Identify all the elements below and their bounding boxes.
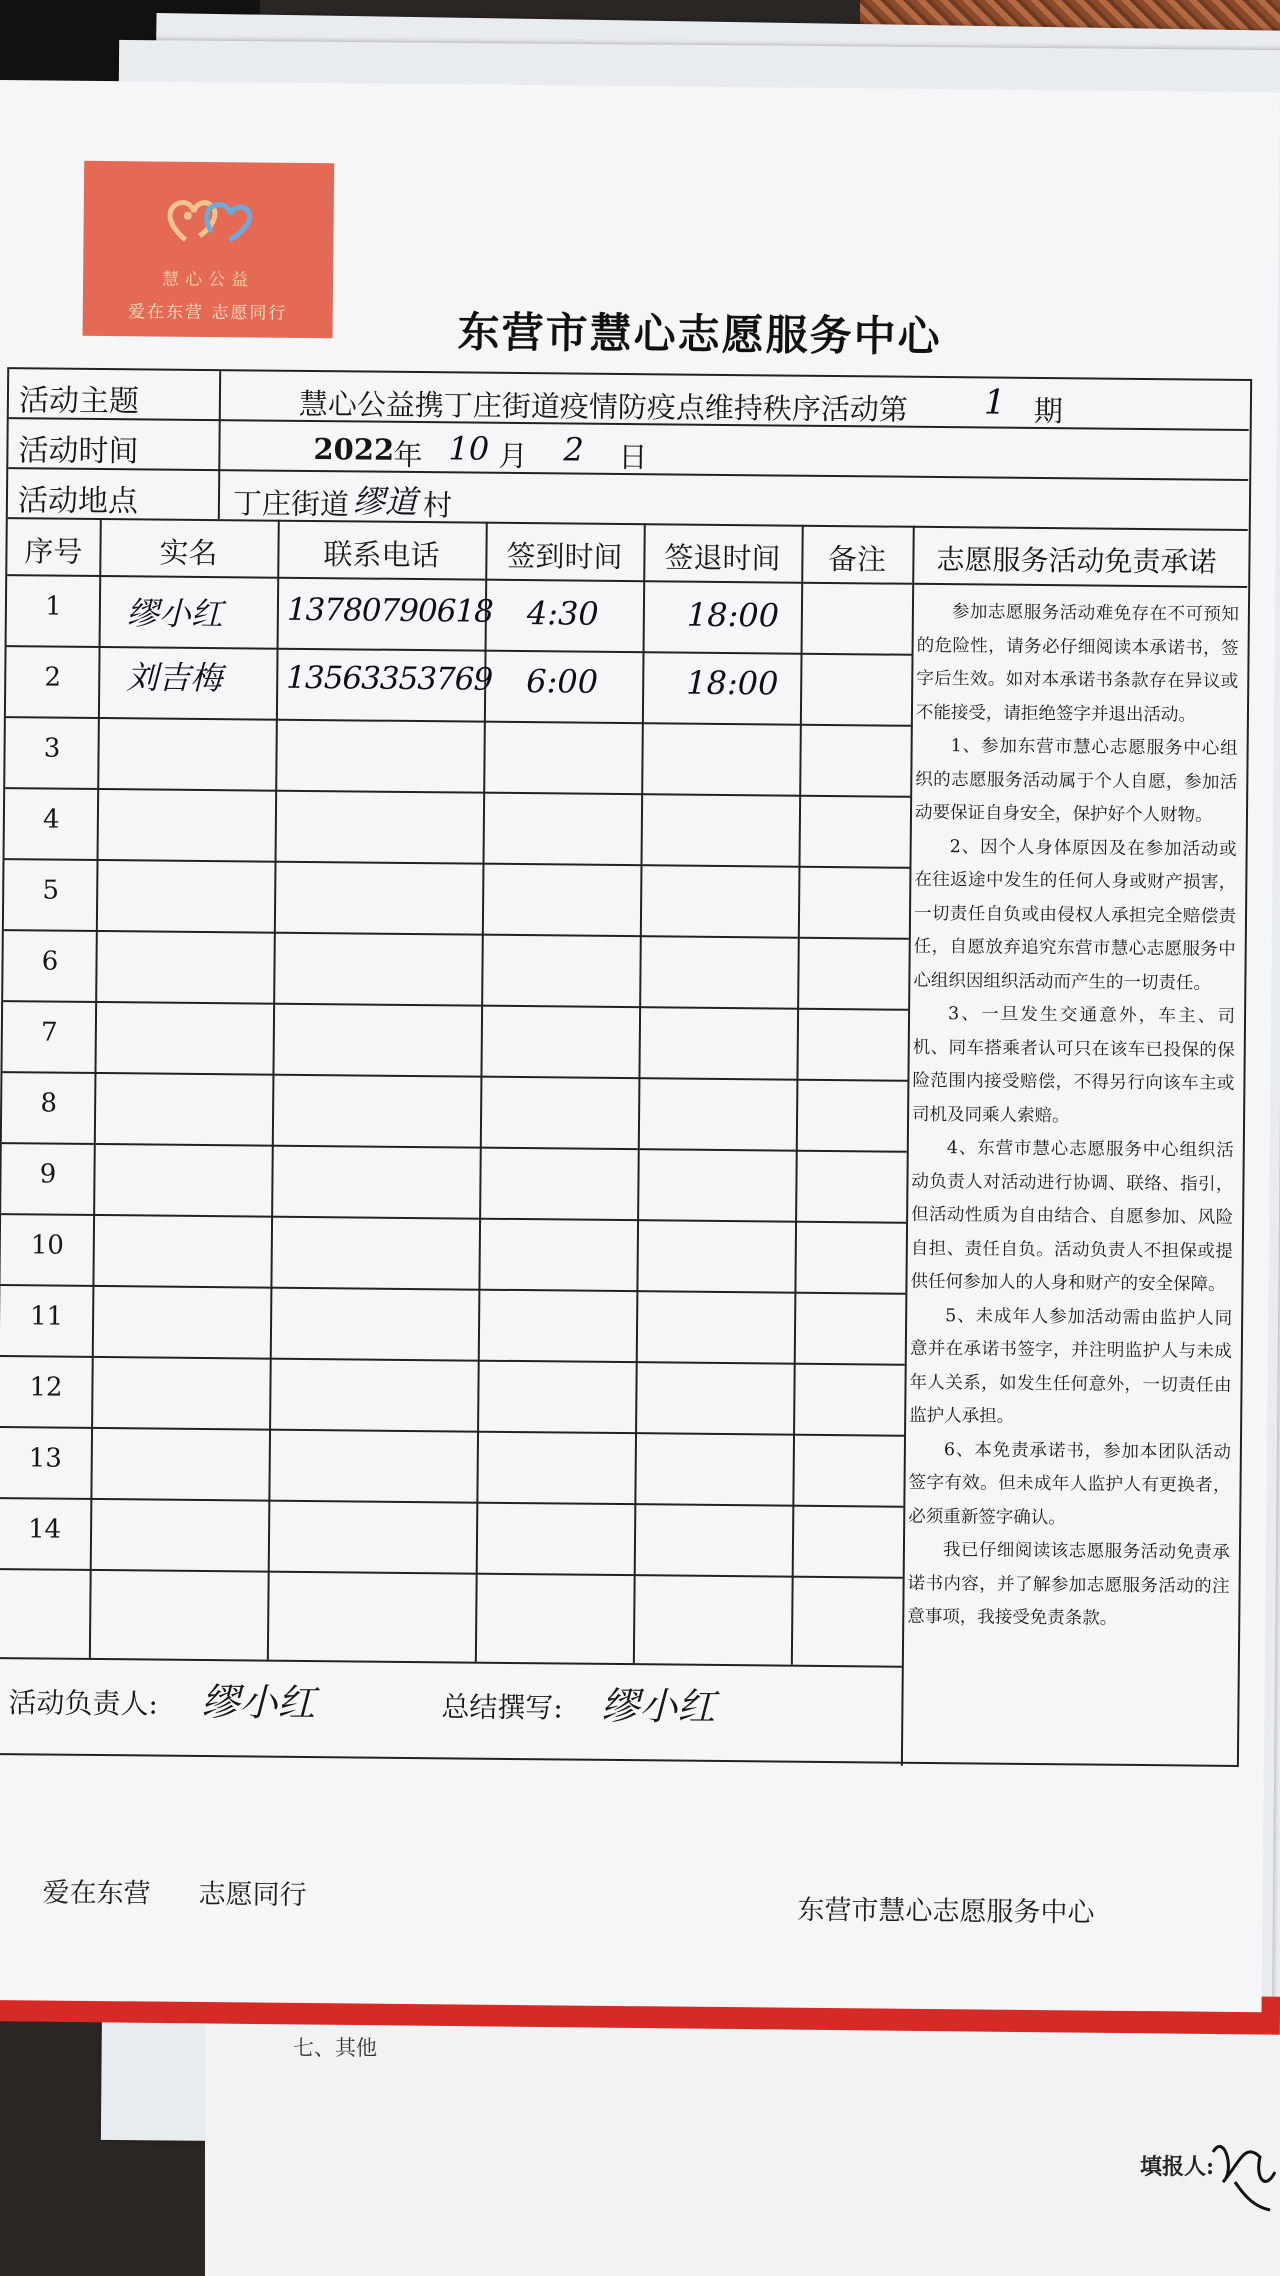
col-divider: [791, 525, 804, 1665]
volunteer-name: 缪小红: [126, 594, 224, 634]
col-divider: [633, 523, 646, 1663]
row-number: 2: [44, 662, 62, 693]
logo-slogan: 爱在东营 志愿同行: [127, 302, 288, 324]
row-number: 4: [42, 804, 60, 835]
signin-time: 6:00: [526, 662, 599, 701]
waiver-body: [907, 596, 1239, 1638]
time-day-unit: 日: [618, 439, 648, 475]
row-divider: [2, 1071, 907, 1082]
signout-time: 18:00: [686, 595, 780, 635]
row-divider: [0, 1568, 903, 1579]
summary-signature: 缪小红: [601, 1683, 716, 1729]
row-number: 10: [30, 1230, 65, 1261]
row-divider: [4, 929, 909, 940]
row-number: 6: [41, 946, 59, 977]
row-divider: [3, 1000, 908, 1011]
volunteer-phone: 13563353769: [286, 659, 493, 698]
row-number: 14: [27, 1514, 62, 1545]
signin-table: [0, 367, 1252, 1767]
theme-value: 慧心公益携丁庄街道疫情防疫点维持秩序活动第: [298, 386, 909, 427]
row-number: 8: [40, 1088, 58, 1119]
footer-slogan-b: 志愿同行: [198, 1878, 307, 1912]
row-divider: [0, 1657, 902, 1668]
summary-label: 总结撰写:: [441, 1690, 563, 1725]
waiver-paragraph: 4、东营市慧心志愿服务中心组织活动负责人对活动进行协调、联络、指引，但活动性质为自由结合、自愿参加、风险自担、责任自负。活动负责人不担保或提供任何参加人的人身和财产的安全保障。: [910, 1138, 1234, 1295]
signout-time: 18:00: [686, 663, 779, 703]
header-signin: 签到时间: [506, 538, 623, 574]
theme-suffix: 期: [1033, 393, 1064, 429]
heart-logo-icon: [163, 190, 254, 251]
time-year-unit: 年: [393, 437, 423, 473]
time-month: 10: [448, 429, 490, 468]
time-month-unit: 月: [498, 438, 528, 474]
reporter-signature: [1205, 2122, 1280, 2212]
location-handwritten: 缪道: [352, 482, 418, 522]
row-number: 11: [29, 1301, 64, 1332]
waiver-paragraph: 6、本免责承诺书，参加本团队活动签字有效。但未成年人监护人有更换者，必须重新签字确认。: [908, 1439, 1231, 1528]
row-number: 13: [28, 1443, 62, 1474]
underlying-section-heading: 七、其他: [293, 2036, 377, 2060]
row-divider: [0, 1426, 904, 1437]
row-number: 9: [39, 1159, 57, 1190]
row-divider: [2, 1142, 907, 1153]
footer-slogan-a: 爱在东营: [42, 1877, 151, 1910]
volunteer-name: 刘吉梅: [126, 658, 223, 698]
org-logo: [83, 161, 335, 338]
row-number: 7: [40, 1017, 58, 1048]
footer-slogan: [42, 1870, 306, 1912]
logo-name: 慧心公益: [161, 269, 255, 291]
header-phone: 联系电话: [323, 537, 440, 573]
row-divider: [5, 858, 910, 869]
row-divider: [1, 1213, 906, 1224]
page-title: 东营市慧心志愿服务中心: [457, 307, 942, 362]
underlying-sheet: [205, 2010, 1280, 2276]
col-divider: [218, 371, 221, 519]
row-divider: [5, 787, 910, 798]
waiver-paragraph: 我已仔细阅读该志愿服务活动免责承诺书内容，并了解参加志愿服务活动的注意事项，我接受免责条款。: [907, 1540, 1231, 1629]
row-number: 12: [29, 1372, 63, 1403]
waiver-paragraph: 3、一旦发生交通意外，车主、司机、同车搭乘者认可只在该车已投保的保险范围内接受赔偿，不得另行向该车主或司机及同乘人索赔。: [912, 1004, 1236, 1126]
header-seq: 序号: [24, 534, 83, 569]
location-label: 活动地点: [17, 483, 139, 520]
location-printed: 丁庄街道: [232, 486, 350, 522]
row-divider: [8, 517, 1248, 531]
theme-label: 活动主题: [18, 383, 140, 420]
signin-sheet: [0, 80, 1280, 2012]
row-number: 3: [43, 733, 61, 764]
col-divider: [267, 520, 280, 1660]
waiver-paragraph: 2、因个人身体原因及在参加活动或在往返途中发生的任何人身或财产损害，一切责任自负或由侵权人承担完全赔偿责任，自愿放弃追究东营市慧心志愿服务中心组织因组织活动而产生的一切责任。: [913, 836, 1237, 994]
waiver-paragraph: 5、未成年人参加活动需由监护人同意并在承诺书签字，并注明监护人与未成年人关系，如发生任何意外，一切责任由监护人承担。: [909, 1305, 1233, 1427]
footer-org: 东营市慧心志愿服务中心: [797, 1894, 1095, 1929]
time-label: 活动时间: [18, 433, 139, 470]
row-divider: [0, 1497, 903, 1508]
leader-signature: 缪小红: [201, 1680, 316, 1726]
time-year: 2022: [313, 432, 395, 467]
theme-issue: 1: [983, 382, 1006, 423]
time-day: 2: [563, 430, 585, 469]
header-name: 实名: [159, 535, 218, 571]
signin-time: 4:30: [526, 594, 599, 633]
leader-label: 活动负责人:: [8, 1686, 159, 1721]
row-number: 5: [42, 875, 60, 906]
waiver-paragraph: 1、参加东营市慧心志愿服务中心组织的志愿服务活动属于个人自愿，参加活动要保证自身安全，保护好个人财物。: [914, 736, 1238, 826]
waiver-paragraph: 参加志愿服务活动难免存在不可预知的危险性，请务必仔细阅读本承诺书，签字后生效。如对本承诺书条款存在异议或不能接受，请拒绝签字并退出活动。: [915, 602, 1240, 726]
row-divider: [0, 1284, 905, 1295]
waiver-title: 志愿服务活动免责承诺: [936, 543, 1217, 579]
waiver-title-divider: [912, 583, 1247, 588]
row-divider: [0, 1355, 905, 1366]
header-note: 备注: [827, 541, 887, 577]
row-number: 1: [45, 591, 62, 622]
row-divider: [6, 716, 911, 727]
header-signout: 签退时间: [664, 540, 781, 576]
location-suffix: 村: [422, 488, 453, 523]
reporter-label: 填报人:: [1140, 2154, 1215, 2180]
volunteer-phone: 13780790618: [286, 591, 494, 630]
